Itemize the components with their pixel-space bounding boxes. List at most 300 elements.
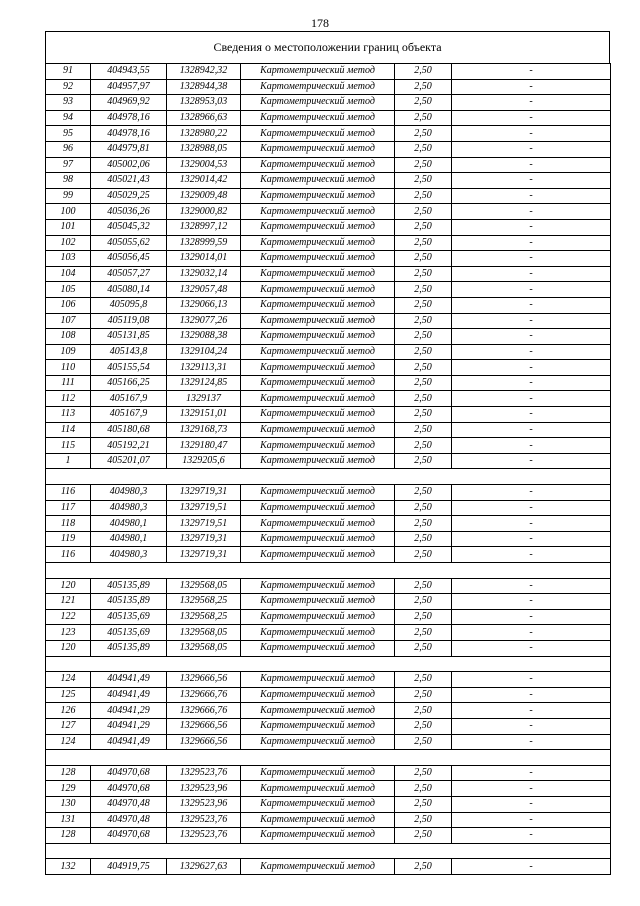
x-coordinate-cell: 405155,54 xyxy=(91,360,167,376)
accuracy-cell: 2,50 xyxy=(395,407,452,423)
method-cell: Картометрический метод xyxy=(241,422,395,438)
accuracy-cell: 2,50 xyxy=(395,157,452,173)
point-number-cell: 114 xyxy=(46,422,91,438)
table-row xyxy=(46,859,611,875)
description-cell: - xyxy=(452,640,611,656)
method-cell: Картометрический метод xyxy=(241,828,395,844)
x-coordinate-cell: 404969,92 xyxy=(91,95,167,111)
description-cell: - xyxy=(452,453,611,469)
method-cell: Картометрический метод xyxy=(241,391,395,407)
description-cell: - xyxy=(452,718,611,734)
accuracy-cell: 2,50 xyxy=(395,235,452,251)
y-coordinate-cell: 1328942,32 xyxy=(167,64,241,80)
y-coordinate-cell: 1329205,6 xyxy=(167,453,241,469)
point-number-cell: 101 xyxy=(46,219,91,235)
y-coordinate-cell: 1329014,01 xyxy=(167,251,241,267)
method-cell: Картометрический метод xyxy=(241,500,395,516)
x-coordinate-cell: 404970,68 xyxy=(91,828,167,844)
method-cell: Картометрический метод xyxy=(241,157,395,173)
table-row xyxy=(46,687,611,703)
description-cell: - xyxy=(452,282,611,298)
table-row xyxy=(46,126,611,142)
point-number-cell: 105 xyxy=(46,282,91,298)
table-row xyxy=(46,375,611,391)
point-number-cell: 123 xyxy=(46,625,91,641)
description-cell: - xyxy=(452,578,611,594)
method-cell: Картометрический метод xyxy=(241,95,395,111)
y-coordinate-cell: 1329523,76 xyxy=(167,828,241,844)
table-row xyxy=(46,251,611,267)
method-cell: Картометрический метод xyxy=(241,360,395,376)
table-row xyxy=(46,422,611,438)
accuracy-cell: 2,50 xyxy=(395,438,452,454)
accuracy-cell: 2,50 xyxy=(395,266,452,282)
table-row xyxy=(46,282,611,298)
description-cell: - xyxy=(452,796,611,812)
accuracy-cell: 2,50 xyxy=(395,173,452,189)
description-cell: - xyxy=(452,251,611,267)
y-coordinate-cell: 1329151,01 xyxy=(167,407,241,423)
method-cell: Картометрический метод xyxy=(241,204,395,220)
method-cell: Картометрический метод xyxy=(241,329,395,345)
accuracy-cell: 2,50 xyxy=(395,64,452,80)
method-cell: Картометрический метод xyxy=(241,64,395,80)
table-body xyxy=(46,64,611,875)
accuracy-cell: 2,50 xyxy=(395,531,452,547)
x-coordinate-cell: 405167,9 xyxy=(91,391,167,407)
table-row xyxy=(46,407,611,423)
method-cell: Картометрический метод xyxy=(241,407,395,423)
accuracy-cell: 2,50 xyxy=(395,110,452,126)
y-coordinate-cell: 1329568,05 xyxy=(167,625,241,641)
point-number-cell: 96 xyxy=(46,141,91,157)
description-cell: - xyxy=(452,360,611,376)
description-cell: - xyxy=(452,64,611,80)
point-number-cell: 100 xyxy=(46,204,91,220)
description-cell: - xyxy=(452,407,611,423)
table-row xyxy=(46,297,611,313)
point-number-cell: 115 xyxy=(46,438,91,454)
y-coordinate-cell: 1329523,96 xyxy=(167,796,241,812)
x-coordinate-cell: 404978,16 xyxy=(91,110,167,126)
method-cell: Картометрический метод xyxy=(241,266,395,282)
point-number-cell: 112 xyxy=(46,391,91,407)
separator-cell xyxy=(46,750,611,766)
y-coordinate-cell: 1329719,31 xyxy=(167,531,241,547)
description-cell: - xyxy=(452,609,611,625)
x-coordinate-cell: 404970,48 xyxy=(91,812,167,828)
point-number-cell: 98 xyxy=(46,173,91,189)
accuracy-cell: 2,50 xyxy=(395,796,452,812)
point-number-cell: 107 xyxy=(46,313,91,329)
method-cell: Картометрический метод xyxy=(241,297,395,313)
y-coordinate-cell: 1329719,31 xyxy=(167,547,241,563)
description-cell: - xyxy=(452,313,611,329)
y-coordinate-cell: 1329137 xyxy=(167,391,241,407)
x-coordinate-cell: 405036,26 xyxy=(91,204,167,220)
table-row xyxy=(46,188,611,204)
description-cell: - xyxy=(452,188,611,204)
table-row xyxy=(46,640,611,656)
y-coordinate-cell: 1329077,26 xyxy=(167,313,241,329)
point-number-cell: 120 xyxy=(46,640,91,656)
point-number-cell: 122 xyxy=(46,609,91,625)
x-coordinate-cell: 405045,32 xyxy=(91,219,167,235)
y-coordinate-cell: 1329168,73 xyxy=(167,422,241,438)
accuracy-cell: 2,50 xyxy=(395,375,452,391)
description-cell: - xyxy=(452,329,611,345)
accuracy-cell: 2,50 xyxy=(395,360,452,376)
method-cell: Картометрический метод xyxy=(241,219,395,235)
description-cell: - xyxy=(452,781,611,797)
table-row xyxy=(46,625,611,641)
point-number-cell: 106 xyxy=(46,297,91,313)
table-row xyxy=(46,204,611,220)
table-row xyxy=(46,485,611,501)
description-cell: - xyxy=(452,812,611,828)
table-row xyxy=(46,609,611,625)
description-cell: - xyxy=(452,547,611,563)
x-coordinate-cell: 404970,68 xyxy=(91,765,167,781)
description-cell: - xyxy=(452,297,611,313)
y-coordinate-cell: 1329719,51 xyxy=(167,500,241,516)
description-cell: - xyxy=(452,625,611,641)
description-cell: - xyxy=(452,765,611,781)
description-cell: - xyxy=(452,375,611,391)
table-row xyxy=(46,266,611,282)
table-row xyxy=(46,828,611,844)
point-number-cell: 95 xyxy=(46,126,91,142)
x-coordinate-cell: 405143,8 xyxy=(91,344,167,360)
accuracy-cell: 2,50 xyxy=(395,718,452,734)
accuracy-cell: 2,50 xyxy=(395,859,452,875)
point-number-cell: 124 xyxy=(46,672,91,688)
y-coordinate-cell: 1329666,76 xyxy=(167,687,241,703)
x-coordinate-cell: 405055,62 xyxy=(91,235,167,251)
x-coordinate-cell: 405192,21 xyxy=(91,438,167,454)
y-coordinate-cell: 1329124,85 xyxy=(167,375,241,391)
x-coordinate-cell: 405166,25 xyxy=(91,375,167,391)
point-number-cell: 104 xyxy=(46,266,91,282)
method-cell: Картометрический метод xyxy=(241,594,395,610)
x-coordinate-cell: 404941,49 xyxy=(91,734,167,750)
point-number-cell: 113 xyxy=(46,407,91,423)
accuracy-cell: 2,50 xyxy=(395,625,452,641)
method-cell: Картометрический метод xyxy=(241,703,395,719)
accuracy-cell: 2,50 xyxy=(395,188,452,204)
point-number-cell: 128 xyxy=(46,828,91,844)
accuracy-cell: 2,50 xyxy=(395,251,452,267)
point-number-cell: 116 xyxy=(46,485,91,501)
x-coordinate-cell: 405119,08 xyxy=(91,313,167,329)
x-coordinate-cell: 404978,16 xyxy=(91,126,167,142)
point-number-cell: 92 xyxy=(46,79,91,95)
x-coordinate-cell: 405167,9 xyxy=(91,407,167,423)
accuracy-cell: 2,50 xyxy=(395,672,452,688)
x-coordinate-cell: 404941,29 xyxy=(91,718,167,734)
y-coordinate-cell: 1329113,31 xyxy=(167,360,241,376)
point-number-cell: 91 xyxy=(46,64,91,80)
accuracy-cell: 2,50 xyxy=(395,578,452,594)
accuracy-cell: 2,50 xyxy=(395,204,452,220)
point-number-cell: 124 xyxy=(46,734,91,750)
method-cell: Картометрический метод xyxy=(241,734,395,750)
accuracy-cell: 2,50 xyxy=(395,812,452,828)
point-number-cell: 127 xyxy=(46,718,91,734)
description-cell: - xyxy=(452,500,611,516)
point-number-cell: 125 xyxy=(46,687,91,703)
method-cell: Картометрический метод xyxy=(241,188,395,204)
y-coordinate-cell: 1329719,51 xyxy=(167,516,241,532)
x-coordinate-cell: 405135,69 xyxy=(91,609,167,625)
point-number-cell: 131 xyxy=(46,812,91,828)
block-separator-row xyxy=(46,563,611,579)
description-cell: - xyxy=(452,141,611,157)
table-row xyxy=(46,734,611,750)
accuracy-cell: 2,50 xyxy=(395,79,452,95)
y-coordinate-cell: 1329057,48 xyxy=(167,282,241,298)
method-cell: Картометрический метод xyxy=(241,531,395,547)
accuracy-cell: 2,50 xyxy=(395,547,452,563)
method-cell: Картометрический метод xyxy=(241,110,395,126)
method-cell: Картометрический метод xyxy=(241,672,395,688)
description-cell: - xyxy=(452,687,611,703)
accuracy-cell: 2,50 xyxy=(395,219,452,235)
description-cell: - xyxy=(452,594,611,610)
x-coordinate-cell: 404980,3 xyxy=(91,485,167,501)
point-number-cell: 130 xyxy=(46,796,91,812)
description-cell: - xyxy=(452,703,611,719)
table-row xyxy=(46,765,611,781)
description-cell: - xyxy=(452,438,611,454)
description-cell: - xyxy=(452,391,611,407)
description-cell: - xyxy=(452,859,611,875)
method-cell: Картометрический метод xyxy=(241,438,395,454)
accuracy-cell: 2,50 xyxy=(395,313,452,329)
separator-cell xyxy=(46,843,611,859)
method-cell: Картометрический метод xyxy=(241,126,395,142)
table-row xyxy=(46,313,611,329)
table-row xyxy=(46,235,611,251)
point-number-cell: 109 xyxy=(46,344,91,360)
x-coordinate-cell: 405095,8 xyxy=(91,297,167,313)
method-cell: Картометрический метод xyxy=(241,796,395,812)
accuracy-cell: 2,50 xyxy=(395,765,452,781)
table-row xyxy=(46,453,611,469)
accuracy-cell: 2,50 xyxy=(395,687,452,703)
table-row xyxy=(46,578,611,594)
method-cell: Картометрический метод xyxy=(241,765,395,781)
method-cell: Картометрический метод xyxy=(241,313,395,329)
description-cell: - xyxy=(452,157,611,173)
table-row xyxy=(46,360,611,376)
block-separator-row xyxy=(46,656,611,672)
y-coordinate-cell: 1329568,25 xyxy=(167,609,241,625)
x-coordinate-cell: 405180,68 xyxy=(91,422,167,438)
table-row xyxy=(46,79,611,95)
accuracy-cell: 2,50 xyxy=(395,609,452,625)
y-coordinate-cell: 1328988,05 xyxy=(167,141,241,157)
table-row xyxy=(46,157,611,173)
x-coordinate-cell: 404980,1 xyxy=(91,531,167,547)
accuracy-cell: 2,50 xyxy=(395,594,452,610)
point-number-cell: 119 xyxy=(46,531,91,547)
table-row xyxy=(46,796,611,812)
y-coordinate-cell: 1328953,03 xyxy=(167,95,241,111)
method-cell: Картометрический метод xyxy=(241,485,395,501)
y-coordinate-cell: 1328999,59 xyxy=(167,235,241,251)
x-coordinate-cell: 404970,48 xyxy=(91,796,167,812)
x-coordinate-cell: 405056,45 xyxy=(91,251,167,267)
description-cell: - xyxy=(452,95,611,111)
y-coordinate-cell: 1329088,38 xyxy=(167,329,241,345)
method-cell: Картометрический метод xyxy=(241,173,395,189)
accuracy-cell: 2,50 xyxy=(395,828,452,844)
table-row xyxy=(46,438,611,454)
y-coordinate-cell: 1329014,42 xyxy=(167,173,241,189)
point-number-cell: 93 xyxy=(46,95,91,111)
y-coordinate-cell: 1329523,76 xyxy=(167,765,241,781)
description-cell: - xyxy=(452,422,611,438)
accuracy-cell: 2,50 xyxy=(395,141,452,157)
table-row xyxy=(46,64,611,80)
table-row xyxy=(46,516,611,532)
table-row xyxy=(46,329,611,345)
x-coordinate-cell: 405057,27 xyxy=(91,266,167,282)
point-number-cell: 129 xyxy=(46,781,91,797)
block-separator-row xyxy=(46,750,611,766)
point-number-cell: 118 xyxy=(46,516,91,532)
y-coordinate-cell: 1329568,05 xyxy=(167,578,241,594)
y-coordinate-cell: 1329627,63 xyxy=(167,859,241,875)
method-cell: Картометрический метод xyxy=(241,547,395,563)
x-coordinate-cell: 405080,14 xyxy=(91,282,167,298)
x-coordinate-cell: 404957,97 xyxy=(91,79,167,95)
x-coordinate-cell: 405029,25 xyxy=(91,188,167,204)
table-row xyxy=(46,95,611,111)
table-row xyxy=(46,672,611,688)
table-row xyxy=(46,110,611,126)
y-coordinate-cell: 1328966,63 xyxy=(167,110,241,126)
y-coordinate-cell: 1329066,13 xyxy=(167,297,241,313)
x-coordinate-cell: 405201,07 xyxy=(91,453,167,469)
table-row xyxy=(46,703,611,719)
table-row xyxy=(46,173,611,189)
point-number-cell: 116 xyxy=(46,547,91,563)
accuracy-cell: 2,50 xyxy=(395,282,452,298)
description-cell: - xyxy=(452,344,611,360)
method-cell: Картометрический метод xyxy=(241,79,395,95)
table-row xyxy=(46,344,611,360)
accuracy-cell: 2,50 xyxy=(395,126,452,142)
accuracy-cell: 2,50 xyxy=(395,640,452,656)
y-coordinate-cell: 1329004,53 xyxy=(167,157,241,173)
y-coordinate-cell: 1328980,22 xyxy=(167,126,241,142)
method-cell: Картометрический метод xyxy=(241,640,395,656)
method-cell: Картометрический метод xyxy=(241,235,395,251)
x-coordinate-cell: 405131,85 xyxy=(91,329,167,345)
x-coordinate-cell: 404980,3 xyxy=(91,500,167,516)
x-coordinate-cell: 404941,29 xyxy=(91,703,167,719)
point-number-cell: 126 xyxy=(46,703,91,719)
y-coordinate-cell: 1329523,76 xyxy=(167,812,241,828)
x-coordinate-cell: 405135,89 xyxy=(91,578,167,594)
y-coordinate-cell: 1328997,12 xyxy=(167,219,241,235)
method-cell: Картометрический метод xyxy=(241,718,395,734)
y-coordinate-cell: 1329666,56 xyxy=(167,734,241,750)
point-number-cell: 111 xyxy=(46,375,91,391)
boundary-coordinates-table xyxy=(45,63,611,875)
accuracy-cell: 2,50 xyxy=(395,703,452,719)
y-coordinate-cell: 1329180,47 xyxy=(167,438,241,454)
description-cell: - xyxy=(452,110,611,126)
y-coordinate-cell: 1328944,38 xyxy=(167,79,241,95)
table-title: Сведения о местоположении границ объекта xyxy=(213,40,442,54)
method-cell: Картометрический метод xyxy=(241,141,395,157)
y-coordinate-cell: 1329009,48 xyxy=(167,188,241,204)
table-row xyxy=(46,219,611,235)
method-cell: Картометрический метод xyxy=(241,781,395,797)
description-cell: - xyxy=(452,219,611,235)
table-row xyxy=(46,594,611,610)
accuracy-cell: 2,50 xyxy=(395,344,452,360)
point-number-cell: 120 xyxy=(46,578,91,594)
table-row xyxy=(46,781,611,797)
description-cell: - xyxy=(452,266,611,282)
description-cell: - xyxy=(452,79,611,95)
accuracy-cell: 2,50 xyxy=(395,500,452,516)
y-coordinate-cell: 1329568,25 xyxy=(167,594,241,610)
table-row xyxy=(46,531,611,547)
x-coordinate-cell: 404919,75 xyxy=(91,859,167,875)
description-cell: - xyxy=(452,828,611,844)
point-number-cell: 1 xyxy=(46,453,91,469)
accuracy-cell: 2,50 xyxy=(395,95,452,111)
x-coordinate-cell: 404970,68 xyxy=(91,781,167,797)
x-coordinate-cell: 405002,06 xyxy=(91,157,167,173)
description-cell: - xyxy=(452,204,611,220)
description-cell: - xyxy=(452,531,611,547)
x-coordinate-cell: 405135,89 xyxy=(91,640,167,656)
x-coordinate-cell: 405135,69 xyxy=(91,625,167,641)
accuracy-cell: 2,50 xyxy=(395,297,452,313)
description-cell: - xyxy=(452,516,611,532)
x-coordinate-cell: 404943,55 xyxy=(91,64,167,80)
x-coordinate-cell: 404980,1 xyxy=(91,516,167,532)
y-coordinate-cell: 1329719,31 xyxy=(167,485,241,501)
y-coordinate-cell: 1329666,56 xyxy=(167,672,241,688)
accuracy-cell: 2,50 xyxy=(395,485,452,501)
separator-cell xyxy=(46,563,611,579)
accuracy-cell: 2,50 xyxy=(395,391,452,407)
y-coordinate-cell: 1329666,56 xyxy=(167,718,241,734)
x-coordinate-cell: 404979,81 xyxy=(91,141,167,157)
point-number-cell: 103 xyxy=(46,251,91,267)
y-coordinate-cell: 1329666,76 xyxy=(167,703,241,719)
point-number-cell: 121 xyxy=(46,594,91,610)
point-number-cell: 117 xyxy=(46,500,91,516)
method-cell: Картометрический метод xyxy=(241,859,395,875)
method-cell: Картометрический метод xyxy=(241,282,395,298)
description-cell: - xyxy=(452,126,611,142)
method-cell: Картометрический метод xyxy=(241,609,395,625)
point-number-cell: 110 xyxy=(46,360,91,376)
table-row xyxy=(46,718,611,734)
description-cell: - xyxy=(452,235,611,251)
table-row xyxy=(46,141,611,157)
table-row xyxy=(46,547,611,563)
method-cell: Картометрический метод xyxy=(241,578,395,594)
